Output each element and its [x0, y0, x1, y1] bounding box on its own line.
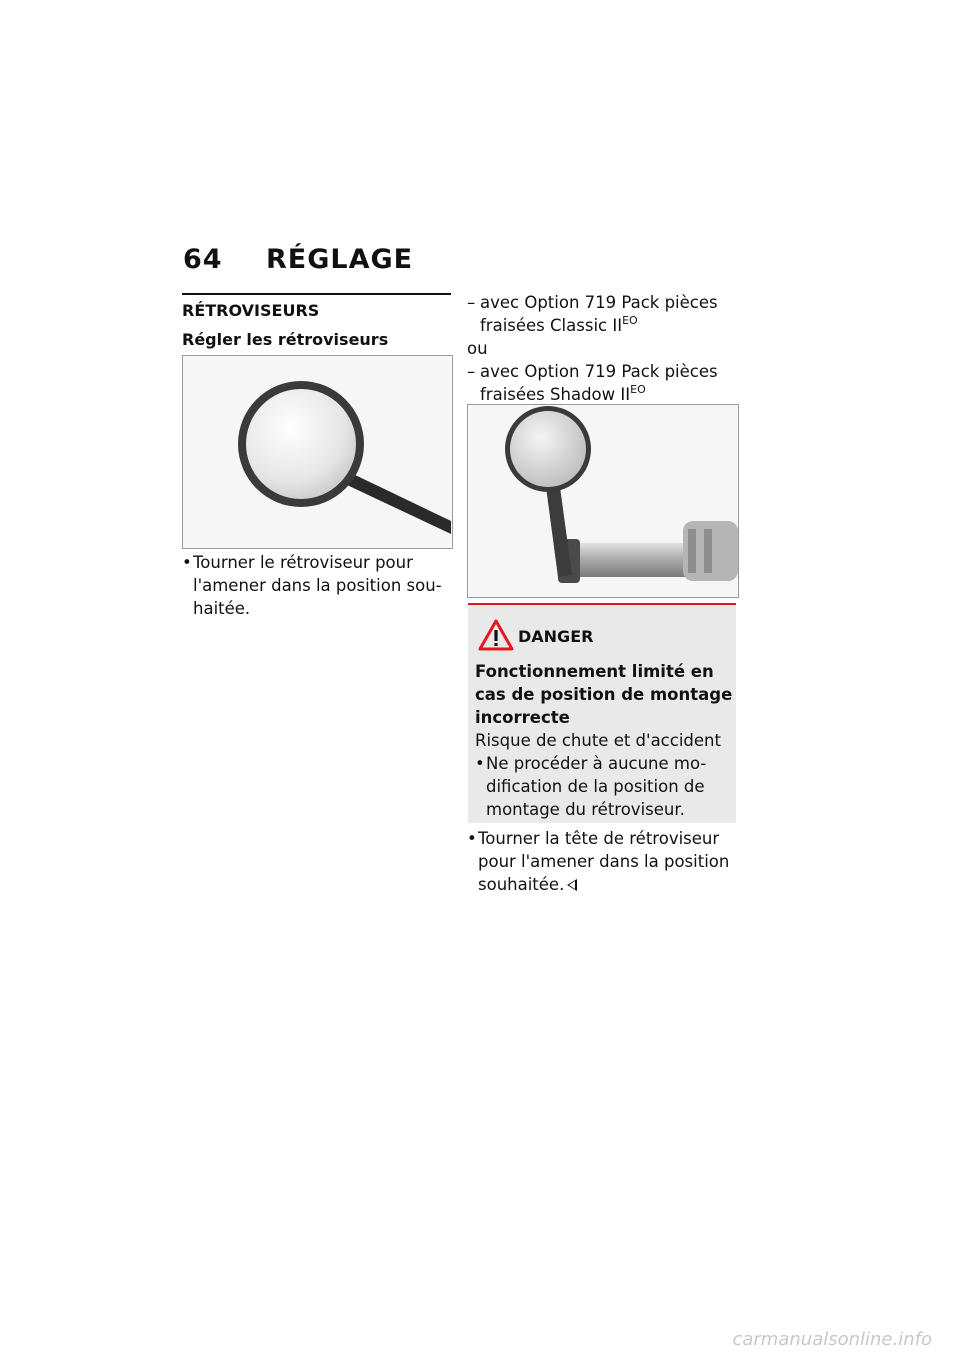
step-instruction: • Tourner le rétroviseur pour l'amener dans la position sou- haitée. — [182, 553, 442, 618]
mirror-photo — [182, 355, 453, 549]
watermark-text: carmanualsonline.info — [732, 1329, 932, 1350]
option-list: – avec Option 719 Pack pièces fraisées Classic $II^{EO}$ ou – avec Option 719 Pack pièces fraisées Shadow $II^{EO}$ — [467, 291, 739, 406]
section-title: RÉTROVISEURS — [182, 301, 320, 320]
end-of-section-icon — [567, 879, 577, 891]
danger-label: DANGER — [518, 627, 594, 646]
bullet-icon: • — [182, 553, 192, 572]
final-step-instruction: • Tourner la tête de rétroviseur pour l'amener dans la position souhaitée. — [467, 829, 730, 894]
section-divider — [182, 293, 451, 295]
bar-end-mirror-photo — [467, 404, 739, 598]
danger-content: Fonctionnement limité en cas de position de montage incorrecte Risque de chute et d'accident • Ne procéder à aucune mo- dification de la position de montage du rétroviseur. — [475, 662, 733, 819]
section-subtitle: Régler les rétroviseurs — [182, 330, 389, 349]
danger-warning-box — [468, 603, 736, 823]
danger-risk: Risque de chute et d'accident — [475, 731, 721, 750]
or-label: ou — [467, 339, 488, 358]
warning-icon — [478, 619, 514, 651]
chapter-title: RÉGLAGE — [266, 244, 414, 275]
page-number: 64 — [183, 244, 223, 275]
